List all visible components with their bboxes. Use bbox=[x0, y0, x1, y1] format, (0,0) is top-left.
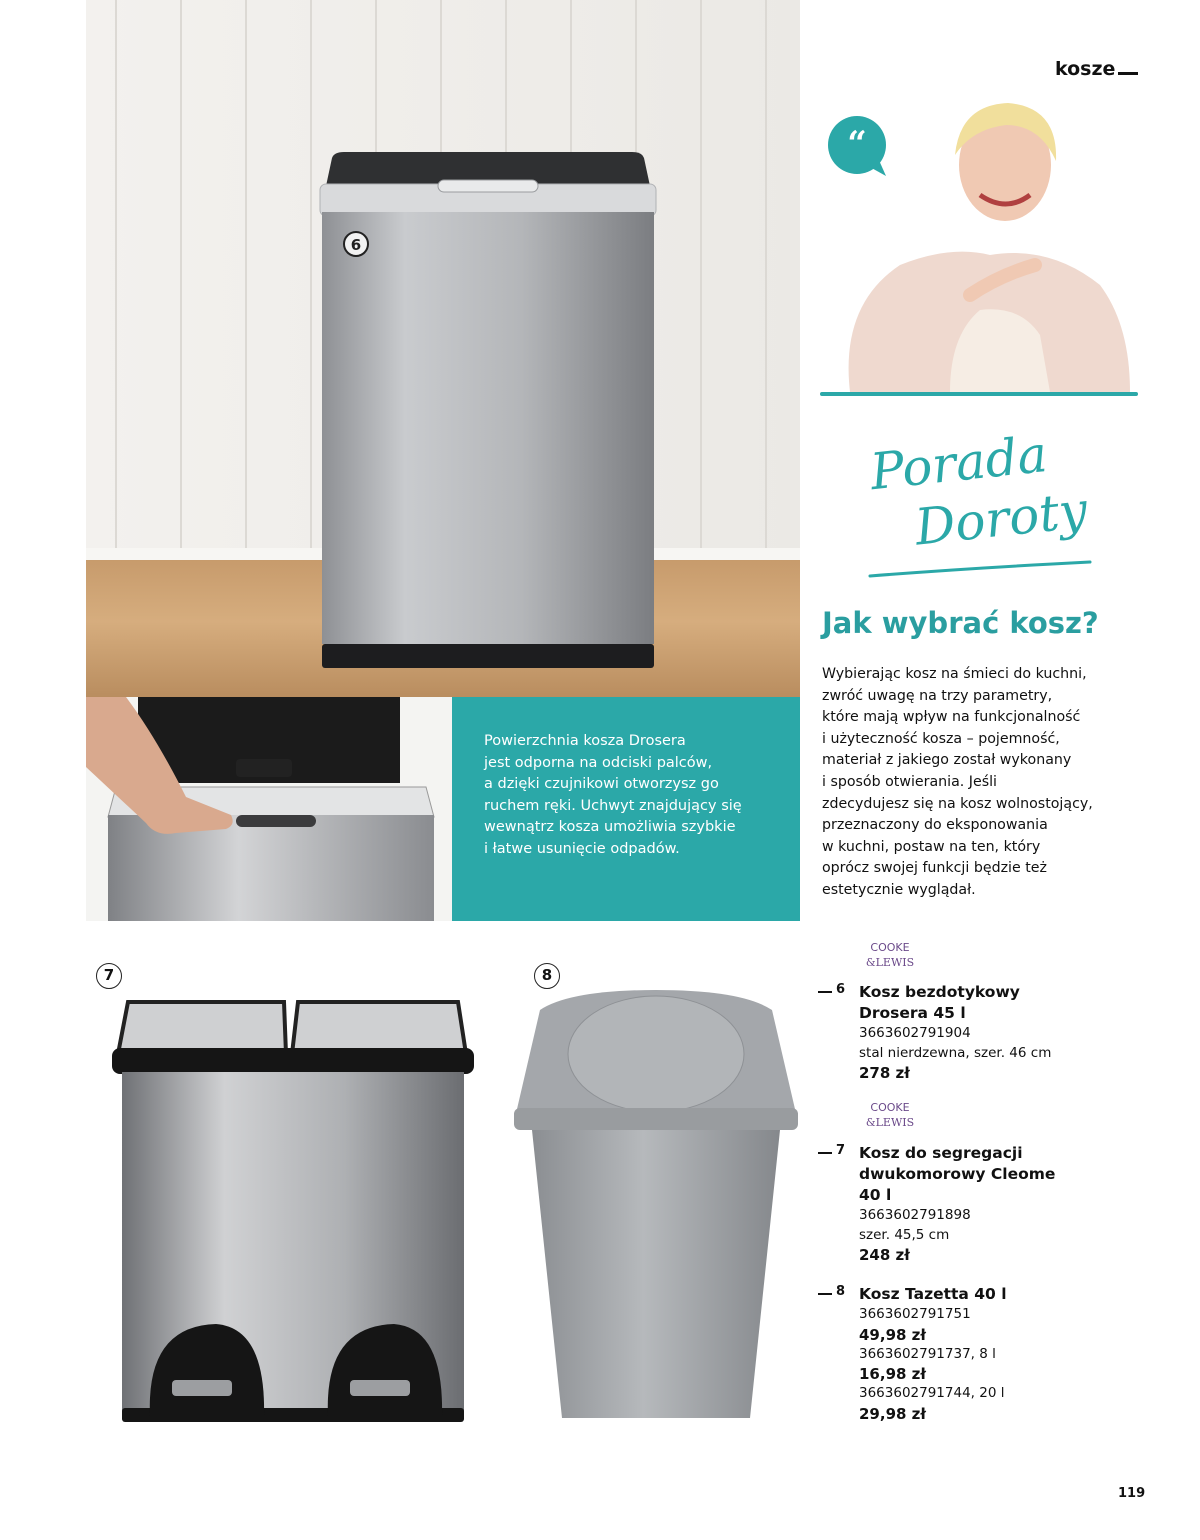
product-6 bbox=[818, 982, 1138, 1092]
product-number-7: 7 bbox=[96, 963, 122, 989]
product-spec: stal nierdzewna, szer. 46 cm bbox=[859, 1044, 1052, 1061]
advice-line: Wybierając kosz na śmieci do kuchni, bbox=[822, 666, 1087, 682]
caption-line: ruchem ręki. Uchwyt znajdujący się bbox=[484, 797, 742, 814]
advice-line: zwróć uwagę na trzy parametry, bbox=[822, 687, 1053, 704]
caption-line: Powierzchnia kosza Drosera bbox=[484, 733, 686, 749]
advice-line: estetycznie wyglądał. bbox=[822, 881, 976, 898]
product-price: 278 zł bbox=[859, 1064, 910, 1082]
script-title-line1: Porada bbox=[867, 425, 1050, 502]
product-code: 3663602791904 bbox=[859, 1025, 971, 1041]
advice-heading: Jak wybrać kosz? bbox=[822, 606, 1099, 640]
product-code: 3663602791751 bbox=[859, 1306, 971, 1322]
svg-text:&LEWIS: &LEWIS bbox=[865, 1116, 915, 1129]
advice-line: i użyteczność kosza – pojemność, bbox=[822, 730, 1060, 747]
hero-photo bbox=[86, 0, 800, 697]
brand-logo-cooke-lewis bbox=[859, 1097, 921, 1133]
section-label: kosze bbox=[1055, 58, 1116, 80]
product-name: dwukomorowy Cleome bbox=[859, 1165, 1056, 1183]
product-code: 3663602791898 bbox=[859, 1207, 971, 1223]
product-number-8: 8 bbox=[534, 963, 560, 989]
caption-line: jest odporna na odciski palców, bbox=[484, 754, 713, 771]
advice-line: zdecydujesz się na kosz wolnostojący, bbox=[822, 795, 1093, 812]
detail-photo-hand bbox=[86, 697, 452, 921]
caption-line: i łatwe usunięcie odpadów. bbox=[484, 840, 680, 857]
svg-text:COOKE: COOKE bbox=[870, 1101, 910, 1114]
product-price: 49,98 zł bbox=[859, 1325, 926, 1344]
product-code: 3663602791744, 20 l bbox=[859, 1385, 1005, 1401]
advice-line: przeznaczony do eksponowania bbox=[822, 817, 1048, 834]
product-number: 7 bbox=[836, 1143, 846, 1158]
bin-lid-hand-image bbox=[86, 697, 452, 921]
svg-text:COOKE: COOKE bbox=[870, 941, 910, 954]
bin-tazetta-image bbox=[510, 990, 802, 1420]
svg-text:&LEWIS: &LEWIS bbox=[865, 956, 915, 969]
product-price: 16,98 zł bbox=[859, 1365, 926, 1383]
product-price: 29,98 zł bbox=[859, 1404, 926, 1423]
product-code: 3663602791737, 8 l bbox=[859, 1345, 996, 1362]
bin-number-6: 6 bbox=[350, 236, 362, 254]
bin-drosera-image bbox=[310, 150, 670, 680]
advice-line: w kuchni, postaw na ten, który bbox=[822, 838, 1041, 855]
caption-text bbox=[484, 731, 784, 860]
script-title-line2: Doroty bbox=[912, 480, 1091, 557]
portrait-divider bbox=[820, 392, 1138, 396]
advice-line: i sposób otwierania. Jeśli bbox=[822, 773, 997, 790]
product-spec: szer. 45,5 cm bbox=[859, 1226, 950, 1243]
quote-icon bbox=[828, 116, 886, 174]
caption-line: a dzięki czujnikowi otworzysz go bbox=[484, 776, 719, 792]
section-rule bbox=[1118, 72, 1138, 75]
product-number: 8 bbox=[836, 1284, 846, 1299]
product-7 bbox=[818, 1143, 1138, 1273]
page-number: 119 bbox=[1118, 1486, 1146, 1501]
product-name: Kosz Tazetta 40 l bbox=[859, 1285, 1007, 1303]
product-number: 6 bbox=[836, 982, 846, 997]
quote-mark: “ bbox=[847, 124, 867, 164]
advice-line: które mają wpływ na funkcjonalność bbox=[822, 709, 1081, 726]
product-name: Kosz do segregacji bbox=[859, 1144, 1023, 1162]
advice-line: materiał z jakiego został wykonany bbox=[822, 752, 1072, 769]
product-name: Kosz bezdotykowy bbox=[859, 983, 1020, 1001]
product-price: 248 zł bbox=[859, 1246, 910, 1264]
product-name: 40 l bbox=[859, 1186, 892, 1204]
product-name: Drosera 45 l bbox=[859, 1004, 966, 1022]
script-title bbox=[830, 420, 1130, 590]
advice-body bbox=[822, 664, 1142, 902]
brand-logo-cooke-lewis bbox=[859, 937, 921, 973]
advice-line: oprócz swojej funkcji będzie też bbox=[822, 860, 1047, 877]
bin-cleome-image bbox=[106, 996, 478, 1426]
product-8 bbox=[818, 1284, 1138, 1444]
caption-line: wewnątrz kosza umożliwia szybkie bbox=[484, 819, 736, 835]
